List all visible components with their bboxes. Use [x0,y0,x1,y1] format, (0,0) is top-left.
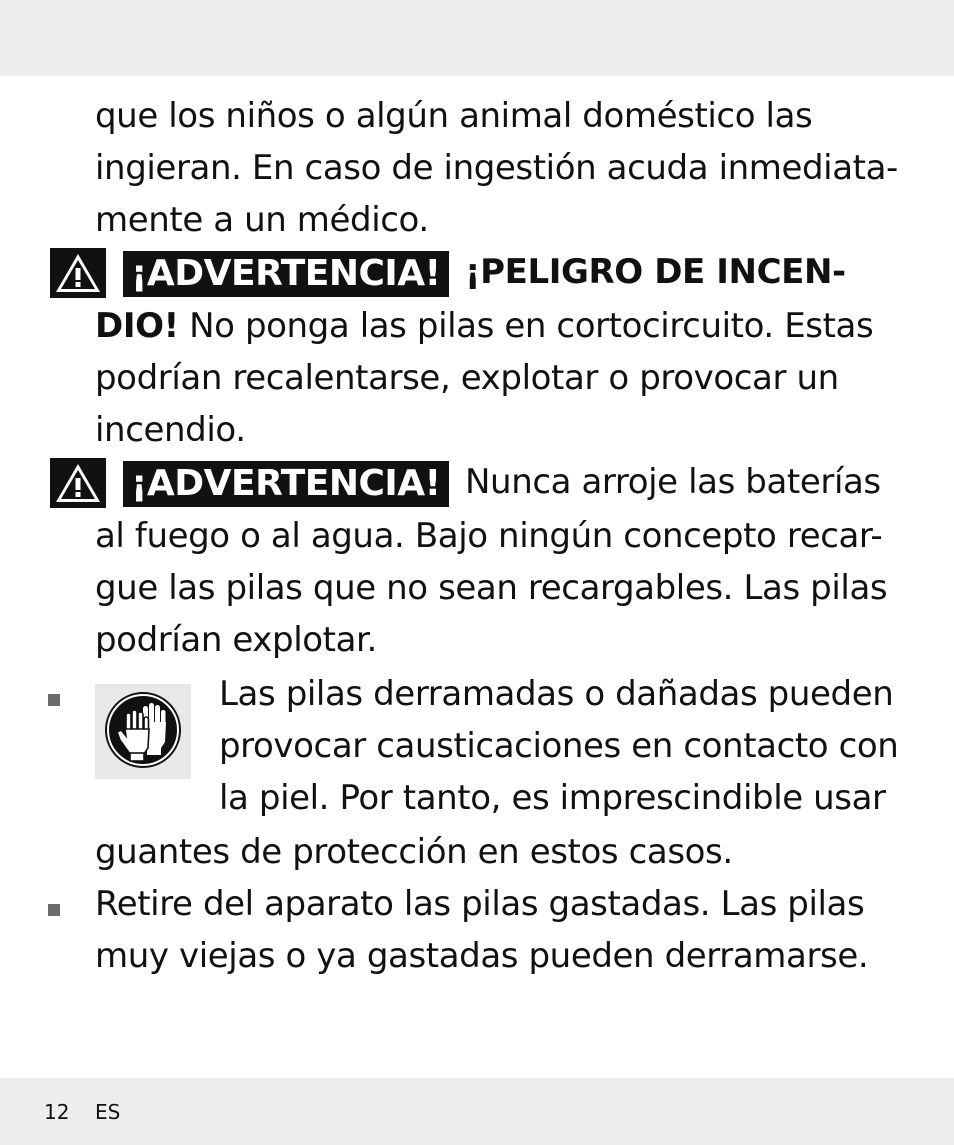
square-bullet-icon [48,904,60,916]
text-line: Retire del aparato las pilas gastadas. Las pilas [95,884,865,924]
warning-triangle-icon [50,248,106,298]
square-bullet-icon [48,694,60,706]
warning-triangle-icon [50,458,106,508]
fire-danger-heading: ¡PELIGRO DE INCEN- [465,252,846,292]
warning-label-badge: ¡ADVERTENCIA! [123,461,449,507]
language-code: ES [95,1100,121,1124]
footer-band [0,1078,954,1145]
text-line: ingieran. En caso de ingestión acuda inmediata- [95,148,898,188]
page-number: 12 [44,1100,70,1124]
text-line: podrían recalentarse, explotar o provocar un [95,358,839,398]
text-line: que los niños o algún animal doméstico las [95,96,813,136]
warning-heading-fire [123,246,846,298]
text-line: incendio. [95,410,246,450]
text-line: podrían explotar. [95,620,377,660]
text-line: Las pilas derramadas o dañadas pueden [219,674,894,714]
fire-danger-heading-end: DIO! [95,306,179,346]
text-line: guantes de protección en estos casos. [95,832,733,872]
text-line: muy viejas o ya gastadas pueden derramarse. [95,936,869,976]
text-line: al fuego o al agua. Bajo ningún concepto recar- [95,516,883,556]
text-span: Nunca arroje las baterías [465,462,881,502]
text-line: gue las pilas que no sean recargables. Las pilas [95,568,888,608]
text-line: mente a un médico. [95,200,429,240]
text-line: la piel. Por tanto, es imprescindible usar [219,778,886,818]
warning-label-badge: ¡ADVERTENCIA! [123,251,449,297]
text-span: No ponga las pilas en cortocircuito. Estas [178,306,874,346]
text-line: provocar causticaciones en contacto con [219,726,899,766]
header-band [0,0,954,76]
warning-heading-fire-water [123,456,881,508]
protective-gloves-icon [95,684,191,779]
text-line [95,300,873,352]
